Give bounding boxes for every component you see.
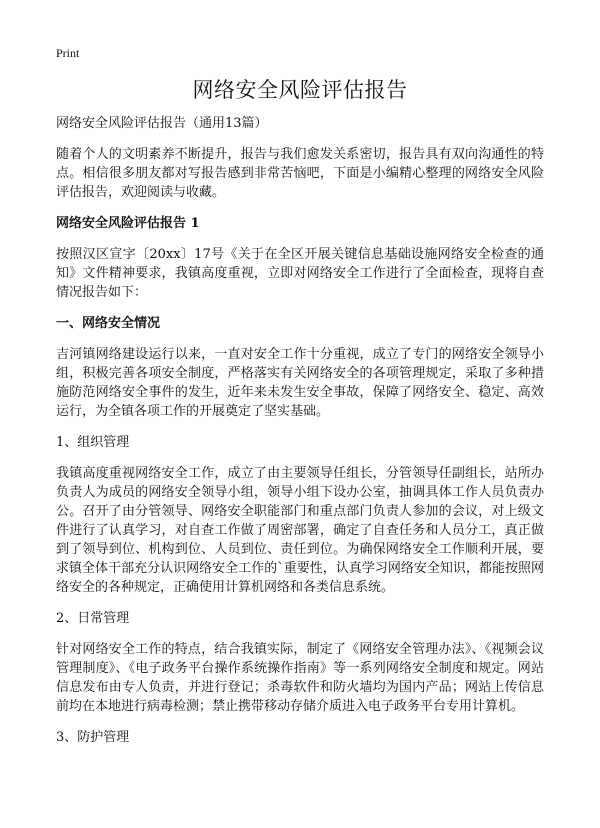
item1-body-paragraph: 我镇高度重视网络安全工作，成立了由主要领导任组长，分管领导任副组长，站所办负责人为成员的网络安全领导小组，领导小组下设办公室，抽调具体工作人员负责办公。召开了由分管领导、网络安全职能部门和重点部门负责人参加的会议，对上级文件进行了认真学习，对自查工作做了周密部署，确定了自查任务和人员分工，真正做到了领导到位、机构到位、人员到位、责任到位。为确保网络安全工作顺利开展，要求镇全体干部充分认识网络安全工作的`重要性，认真学习网络安全知识，都能按照网络安全的各种规定，正确使用计算机网络和各类信息系统。	[56, 466, 544, 595]
print-label: Print	[56, 46, 80, 60]
item2-body-paragraph: 针对网络安全工作的特点，结合我镇实际，制定了《网络安全管理办法》、《视频会议管理制度》、《电子政务平台操作系统操作指南》等一系列网络安全制度和规定。网站信息发布由专人负责，并进行登记；杀毒软件和防火墙均为国内产品；网站上传信息前均在本地进行病毒检测；禁止携带移动存储介质进入电子政务平台专用计算机。	[56, 642, 544, 714]
section1-body-paragraph: 吉河镇网络建设运行以来，一直对安全工作十分重视，成立了专门的网络安全领导小组，积极完善各项安全制度，严格落实有关网络安全的各项管理规定，采取了多种措施防范网络安全事件的发生，近年来未发生安全事故，保障了网络安全、稳定、高效运行，为全镇各项工作的开展奠定了坚实基础。	[56, 347, 544, 419]
report1-heading: 网络安全风险评估报告 1	[56, 216, 200, 231]
section1-heading: 一、网络安全情况	[56, 316, 161, 331]
document-title: 网络安全风险评估报告	[192, 78, 408, 102]
intro-paragraph: 随着个人的文明素养不断提升，报告与我们愈发关系密切，报告具有双向沟通性的特点。相信很多朋友都对写报告感到非常苦恼吧，下面是小编精心整理的网络安全风险评估报告，欢迎阅读与收藏。	[56, 147, 544, 200]
report1-opening-paragraph: 按照汉区宣字〔20xx〕17号《关于在全区开展关键信息基础设施网络安全检查的通知》文件精神要求，我镇高度重视，立即对网络安全工作进行了全面检查，现将自查情况报告如下：	[56, 247, 544, 300]
item2-heading: 2、日常管理	[56, 611, 130, 626]
item1-heading: 1、组织管理	[56, 435, 130, 450]
item3-heading: 3、防护管理	[56, 730, 130, 745]
document-subtitle: 网络安全风险评估报告（通用13篇）	[56, 116, 268, 131]
